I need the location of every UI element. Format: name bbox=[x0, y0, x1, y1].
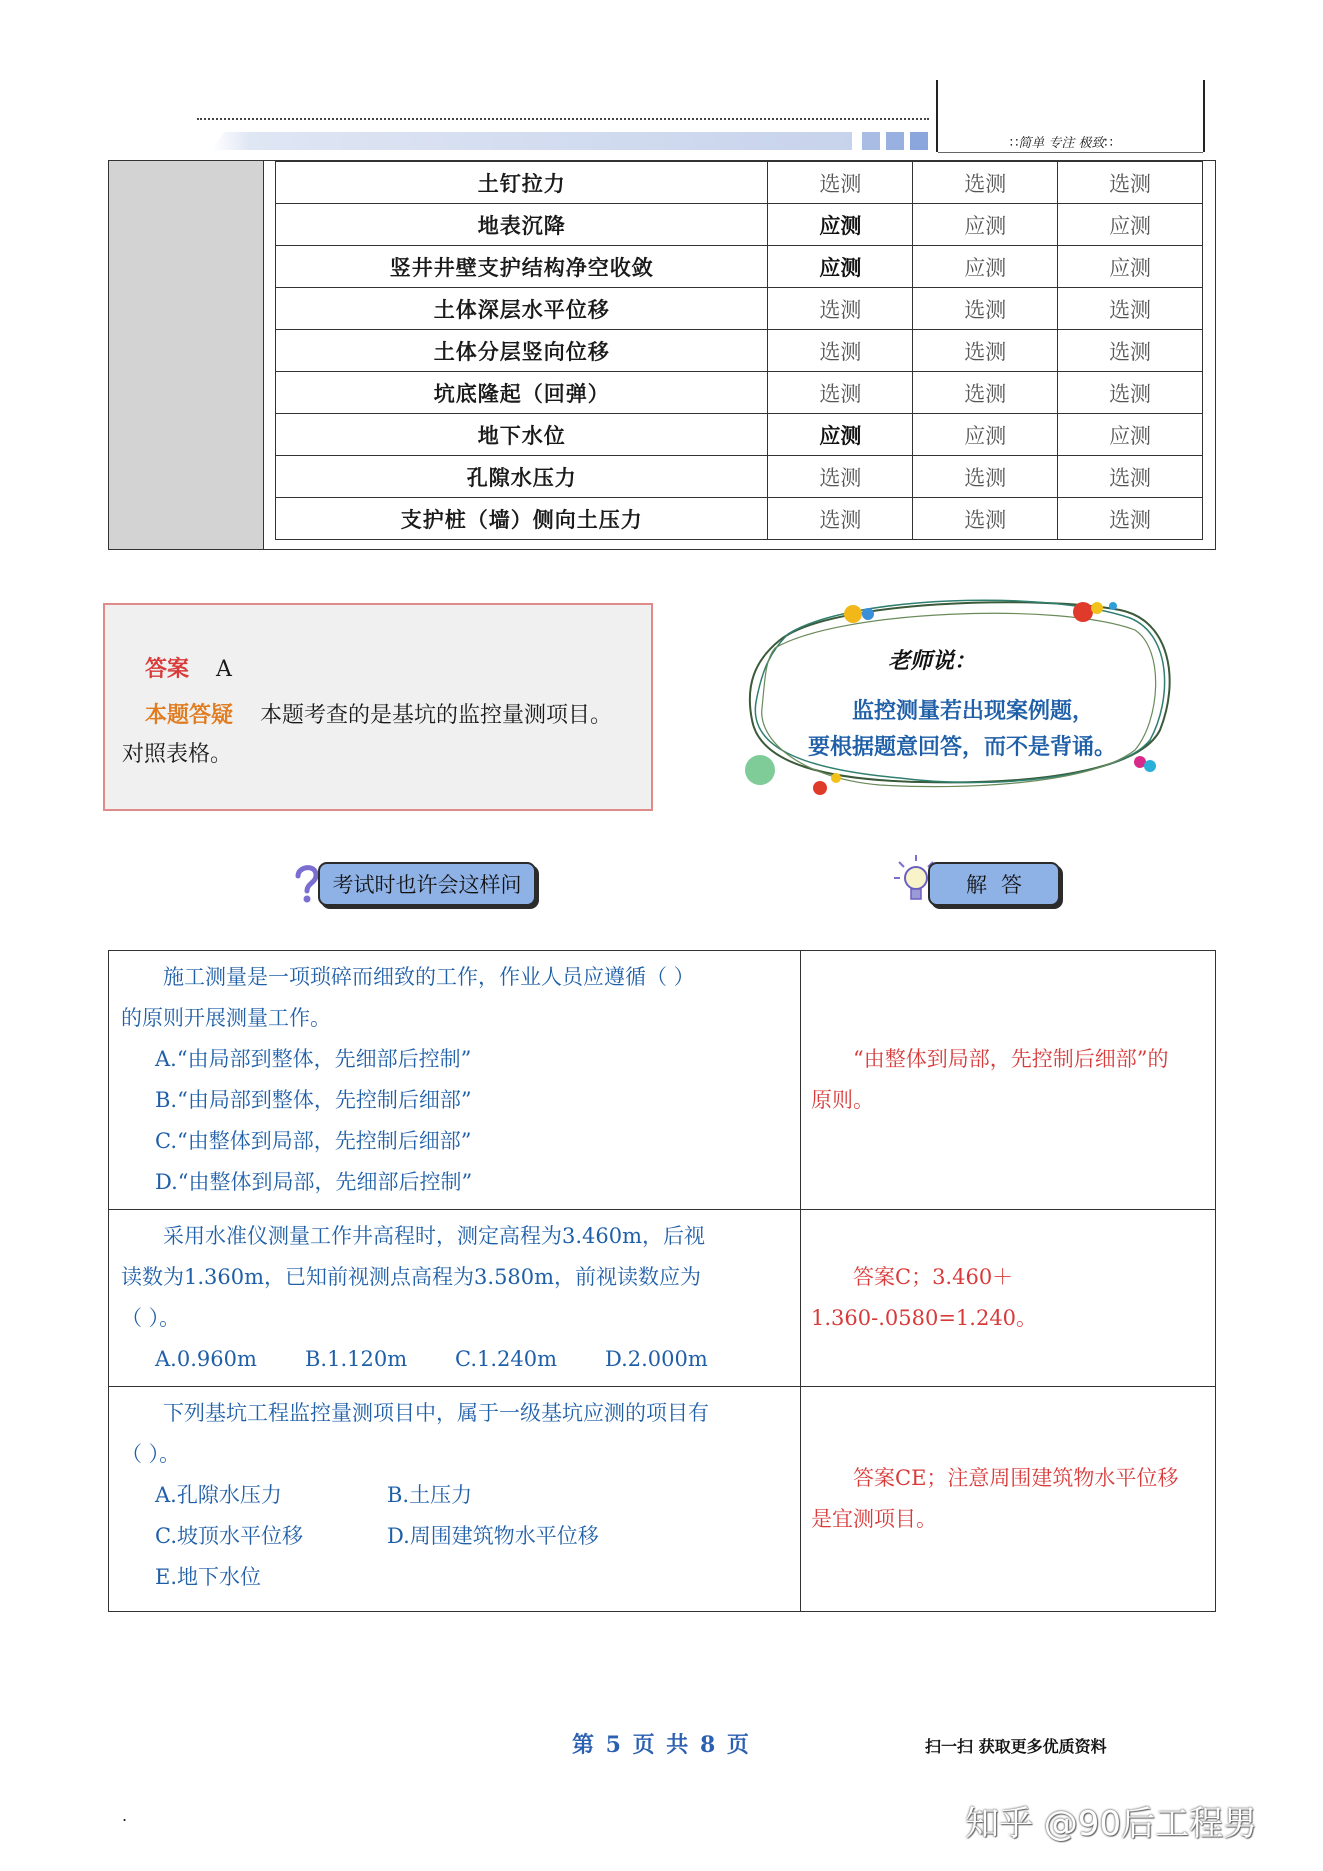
header-underline bbox=[938, 152, 1203, 153]
table-row bbox=[276, 414, 1203, 456]
badge-answer: 解答 bbox=[928, 862, 1060, 906]
table-row bbox=[109, 1210, 1216, 1387]
answer-cell bbox=[801, 1210, 1216, 1387]
monitor-level-3: 选测 bbox=[1058, 498, 1203, 540]
option-a: A.孔隙水压力 bbox=[155, 1483, 282, 1507]
table-row bbox=[276, 372, 1203, 414]
question-stem: （ ）。 bbox=[121, 1306, 181, 1330]
monitor-level-3: 选测 bbox=[1058, 372, 1203, 414]
answer-line bbox=[145, 652, 232, 683]
monitor-level-2: 选测 bbox=[913, 372, 1058, 414]
answer-cell bbox=[801, 1387, 1216, 1612]
header-vertical-line bbox=[936, 80, 938, 152]
monitor-level-1: 应测 bbox=[768, 246, 913, 288]
table-row bbox=[276, 330, 1203, 372]
explain-line bbox=[145, 693, 645, 738]
badge-question: 考试时也许会这样问 bbox=[318, 862, 536, 906]
answer-value: A bbox=[216, 657, 232, 682]
explain-continued: 对照表格。 bbox=[122, 742, 233, 767]
header-square bbox=[886, 132, 904, 150]
option-e: E.地下水位 bbox=[155, 1565, 262, 1589]
monitor-level-3: 选测 bbox=[1058, 162, 1203, 204]
options-row bbox=[121, 1339, 790, 1380]
monitor-level-2: 选测 bbox=[913, 330, 1058, 372]
monitor-level-2: 选测 bbox=[913, 162, 1058, 204]
monitor-level-2: 选测 bbox=[913, 498, 1058, 540]
question-stem: 下列基坑工程监控量测项目中，属于一级基坑应测的项目有 bbox=[163, 1401, 709, 1425]
option-b: B.1.120m bbox=[305, 1347, 408, 1371]
teacher-line: 监控测量若出现案例题， bbox=[852, 698, 1095, 724]
bubble-dot bbox=[1091, 602, 1103, 614]
table-row bbox=[276, 498, 1203, 540]
monitor-level-1: 选测 bbox=[768, 498, 913, 540]
scan-prompt: 扫一扫 获取更多优质资料 bbox=[925, 1737, 1107, 1756]
table-row bbox=[276, 456, 1203, 498]
bubble-dot bbox=[844, 605, 862, 623]
option-c: C.“由整体到局部，先控制后细部” bbox=[155, 1129, 472, 1153]
header-gradient-band bbox=[212, 132, 852, 150]
table-row bbox=[276, 246, 1203, 288]
monitor-level-1: 应测 bbox=[768, 414, 913, 456]
monitor-level-1: 选测 bbox=[768, 372, 913, 414]
monitor-level-1: 选测 bbox=[768, 162, 913, 204]
teacher-line: 要根据题意回答，而不是背诵。 bbox=[808, 734, 1117, 760]
monitor-table-category-cell bbox=[109, 161, 264, 549]
option-c: C.1.240m bbox=[455, 1347, 558, 1371]
option-b: B.“由局部到整体，先控制后细部” bbox=[155, 1088, 472, 1112]
page-number: 第 5 页 共 8 页 bbox=[572, 1732, 751, 1758]
monitor-level-3: 应测 bbox=[1058, 204, 1203, 246]
monitor-level-1: 选测 bbox=[768, 456, 913, 498]
table-row bbox=[276, 204, 1203, 246]
monitor-level-2: 选测 bbox=[913, 456, 1058, 498]
answer-text: 答案CE；注意周围建筑物水平位移 bbox=[853, 1466, 1179, 1490]
monitor-item: 坑底隆起（回弹） bbox=[276, 372, 768, 414]
monitor-item: 土钉拉力 bbox=[276, 162, 768, 204]
table-row bbox=[109, 951, 1216, 1210]
answer-label: 答案 bbox=[145, 656, 190, 682]
monitor-level-3: 选测 bbox=[1058, 456, 1203, 498]
option-a: A.0.960m bbox=[155, 1347, 257, 1371]
header-dotted-rule bbox=[197, 118, 929, 120]
answer-text: 是宜测项目。 bbox=[811, 1507, 937, 1531]
monitor-table bbox=[275, 161, 1203, 540]
question-stem: 的原则开展测量工作。 bbox=[121, 1006, 331, 1030]
option-b: B.土压力 bbox=[387, 1483, 473, 1507]
monitor-level-2: 应测 bbox=[913, 246, 1058, 288]
header-slogan: ∷简单 专注 极致∷ bbox=[1010, 136, 1113, 151]
header-square bbox=[910, 132, 928, 150]
bubble-dot bbox=[1109, 602, 1117, 610]
bubble-dot bbox=[1073, 602, 1093, 622]
monitor-level-2: 应测 bbox=[913, 204, 1058, 246]
question-cell bbox=[109, 1387, 801, 1612]
option-c: C.坡顶水平位移 bbox=[155, 1524, 303, 1548]
bubble-dot bbox=[813, 781, 827, 795]
monitor-item: 土体深层水平位移 bbox=[276, 288, 768, 330]
option-a: A.“由局部到整体，先细部后控制” bbox=[155, 1047, 472, 1071]
footer-dot: . bbox=[122, 1806, 128, 1825]
explain-text: 本题考查的是基坑的监控量测项目。 bbox=[260, 703, 613, 728]
monitor-level-3: 应测 bbox=[1058, 414, 1203, 456]
answer-text: 答案C；3.460＋1.360-.0580=1.240。 bbox=[811, 1265, 1038, 1330]
question-stem: 采用水准仪测量工作井高程时，测定高程为3.460m，后视 bbox=[163, 1224, 706, 1248]
question-stem: （ ）。 bbox=[121, 1442, 181, 1466]
bubble-dot bbox=[831, 773, 841, 783]
table-row bbox=[276, 288, 1203, 330]
monitor-item: 地表沉降 bbox=[276, 204, 768, 246]
table-row bbox=[109, 1387, 1216, 1612]
monitor-item: 土体分层竖向位移 bbox=[276, 330, 768, 372]
monitor-level-3: 选测 bbox=[1058, 288, 1203, 330]
bubble-dot bbox=[745, 755, 775, 785]
monitor-level-3: 选测 bbox=[1058, 330, 1203, 372]
question-stem: 读数为1.360m，已知前视测点高程为3.580m，前视读数应为 bbox=[121, 1265, 702, 1289]
monitor-item: 竖井井壁支护结构净空收敛 bbox=[276, 246, 768, 288]
table-row bbox=[276, 162, 1203, 204]
answer-cell bbox=[801, 951, 1216, 1210]
options-row bbox=[121, 1475, 790, 1516]
watermark-text: 知乎 @90后工程男 bbox=[965, 1804, 1258, 1844]
monitor-item: 支护桩（墙）侧向土压力 bbox=[276, 498, 768, 540]
options-row bbox=[121, 1516, 790, 1557]
header-square bbox=[862, 132, 880, 150]
bubble-dot bbox=[862, 608, 874, 620]
bubble-dot bbox=[1144, 760, 1156, 772]
explain-label: 本题答疑 bbox=[145, 702, 234, 728]
answer-text: “由整体到局部，先控制后细部”的 bbox=[853, 1047, 1169, 1071]
monitor-item: 地下水位 bbox=[276, 414, 768, 456]
monitor-item: 孔隙水压力 bbox=[276, 456, 768, 498]
monitor-level-1: 选测 bbox=[768, 288, 913, 330]
monitor-level-2: 选测 bbox=[913, 288, 1058, 330]
option-d: D.2.000m bbox=[605, 1347, 708, 1371]
monitor-level-2: 应测 bbox=[913, 414, 1058, 456]
qa-table bbox=[108, 950, 1216, 1612]
option-d: D.“由整体到局部，先细部后控制” bbox=[155, 1170, 473, 1194]
monitor-level-3: 应测 bbox=[1058, 246, 1203, 288]
monitor-level-1: 选测 bbox=[768, 330, 913, 372]
question-stem: 施工测量是一项琐碎而细致的工作，作业人员应遵循（ ） bbox=[163, 965, 695, 989]
header-vertical-line bbox=[1203, 80, 1205, 152]
option-d: D.周围建筑物水平位移 bbox=[387, 1524, 599, 1548]
teacher-title: 老师说： bbox=[888, 648, 977, 674]
answer-text: 原则。 bbox=[811, 1088, 874, 1112]
question-cell bbox=[109, 951, 801, 1210]
monitor-level-1: 应测 bbox=[768, 204, 913, 246]
question-cell bbox=[109, 1210, 801, 1387]
